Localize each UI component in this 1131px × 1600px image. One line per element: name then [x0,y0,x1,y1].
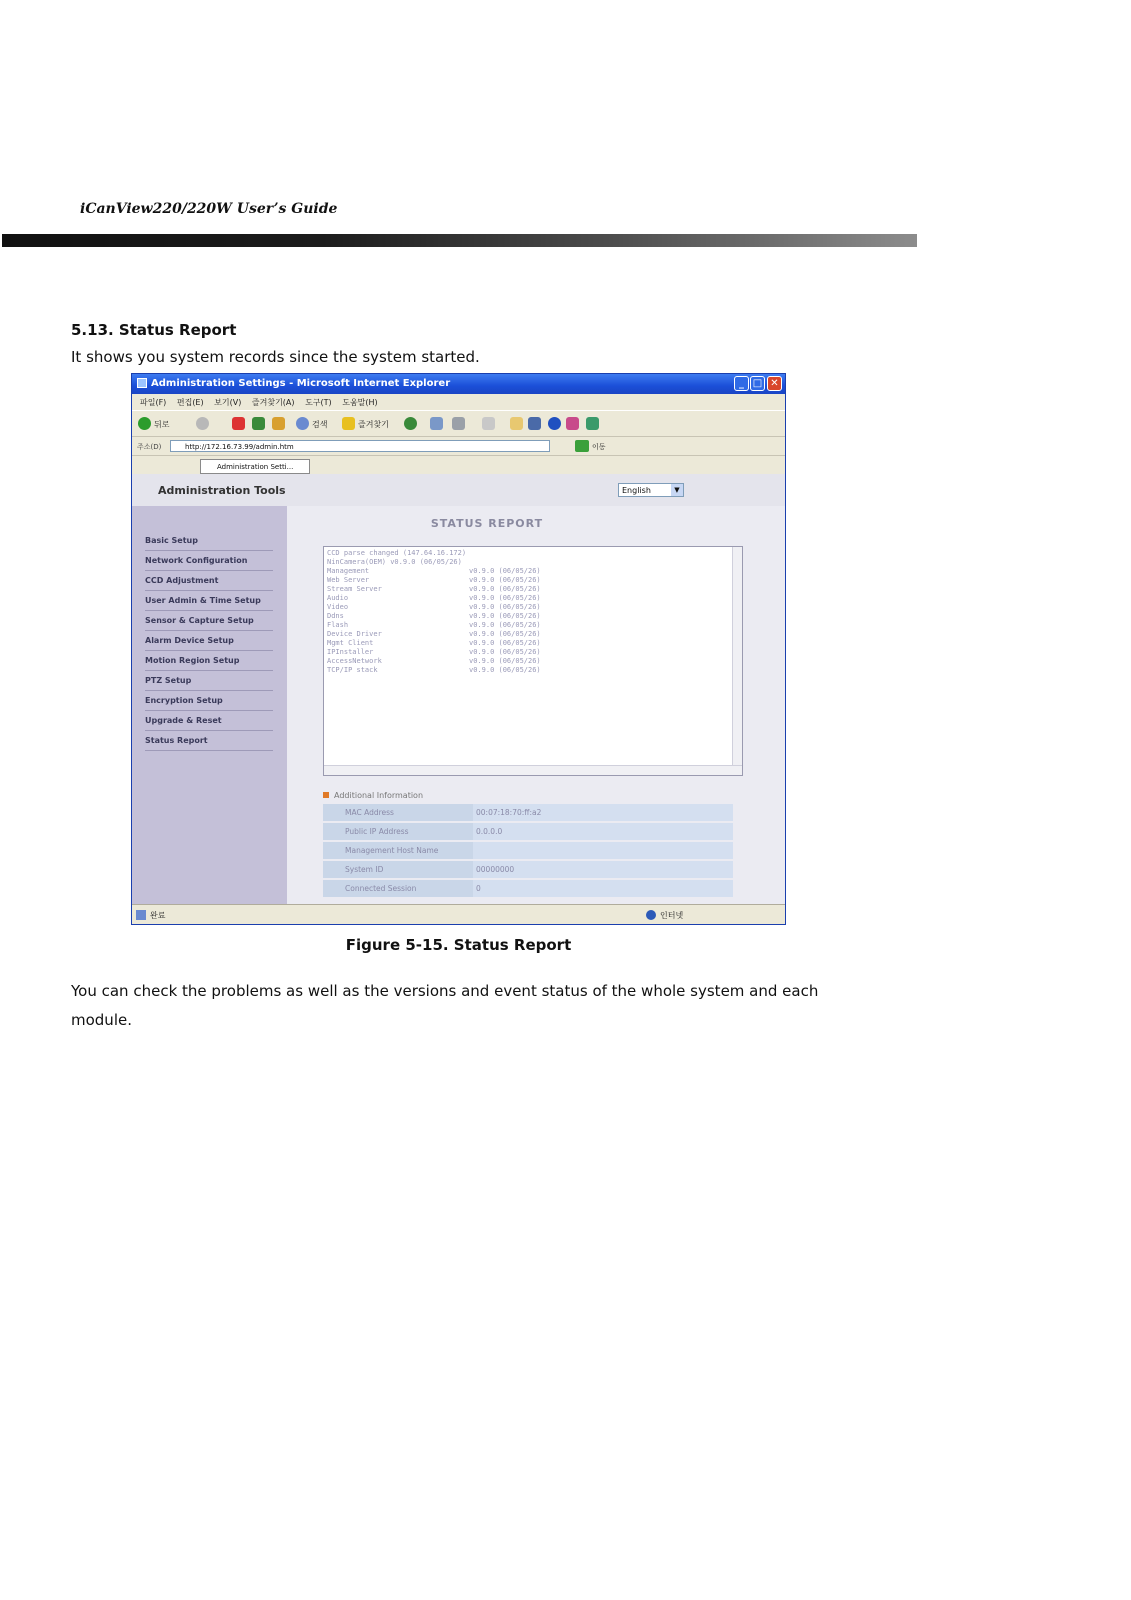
stop-icon[interactable] [232,417,245,430]
info-value: 00:07:18:70:ff:a2 [473,804,733,822]
history-icon[interactable] [404,417,417,430]
info-value [473,841,733,860]
figure-caption: Figure 5-15. Status Report [345,936,572,954]
log-version: v0.9.0 (06/05/26) [469,567,541,575]
additional-info-title [323,791,423,800]
status-log[interactable] [323,546,743,776]
table-row [323,860,733,879]
info-label: Public IP Address [323,822,473,841]
log-module: Web Server [327,576,370,584]
internet-zone-icon [646,910,656,920]
go-icon[interactable] [575,440,589,452]
log-version: v0.9.0 (06/05/26) [469,594,541,602]
nav-sensor-capture-setup[interactable]: Sensor & Capture Setup [145,612,273,631]
menu-file[interactable]: 파일(F) [140,398,167,407]
nav-encryption-setup[interactable]: Encryption Setup [145,692,273,711]
bullet-icon [323,792,329,798]
address-label: 주소(D) [137,443,162,451]
nav-motion-region-setup[interactable]: Motion Region Setup [145,652,273,671]
intro-text: It shows you system records since the system started. [71,348,480,366]
nav-basic-setup[interactable]: Basic Setup [145,532,273,551]
status-done: 완료 [150,911,166,920]
title-bar [132,374,785,394]
info-value: 00000000 [473,860,733,879]
search-icon[interactable] [296,417,309,430]
document-header: iCanView220/220W User’s Guide [80,201,338,217]
nav-ptz-setup[interactable]: PTZ Setup [145,672,273,691]
log-module: Video [327,603,349,611]
menu-edit[interactable]: 편집(E) [176,398,204,407]
print-icon[interactable] [452,417,465,430]
log-module: Flash [327,621,349,629]
maximize-button[interactable]: □ [750,376,765,391]
log-version: v0.9.0 (06/05/26) [469,657,541,665]
sidebar-nav [132,506,287,904]
additional-info-label: Additional Information [334,791,424,800]
info-value: 0.0.0.0 [473,822,733,841]
favorites-icon[interactable] [342,417,355,430]
mail-icon[interactable] [430,417,443,430]
forward-icon[interactable] [196,417,209,430]
log-module: Mgmt Client [327,639,374,647]
ie-icon [137,378,147,388]
nav-user-admin-time-setup[interactable]: User Admin & Time Setup [145,592,273,611]
nav-ccd-adjustment[interactable]: CCD Adjustment [145,572,273,591]
menu-favorites[interactable]: 즐겨찾기(A) [251,398,295,407]
nav-upgrade-reset[interactable]: Upgrade & Reset [145,712,273,731]
table-row [323,841,733,860]
additional-info-table [323,804,733,899]
info-label: Management Host Name [323,841,473,860]
log-module: IPInstaller [327,648,374,656]
table-row [323,879,733,898]
nav-status-report[interactable]: Status Report [145,732,273,751]
users-icon[interactable] [586,417,599,430]
log-version: v0.9.0 (06/05/26) [469,666,541,674]
log-version: v0.9.0 (06/05/26) [469,603,541,611]
info-label: Connected Session [323,879,473,898]
language-value: English [622,486,651,495]
status-zone: 인터넷 [660,911,684,920]
browser-window [131,373,786,925]
favorites-label[interactable]: 즐겨찾기 [358,420,389,429]
app-header [132,474,785,507]
admin-page [132,474,785,904]
bluetooth-icon[interactable] [548,417,561,430]
log-module: Stream Server [327,585,382,593]
info-value: 0 [473,879,733,898]
log-module: Ddns [327,612,344,620]
media-icon[interactable] [528,417,541,430]
menu-view[interactable]: 보기(V) [214,398,242,407]
tab-administration-settings[interactable]: Administration Setti... [200,459,310,474]
back-icon[interactable] [138,417,151,430]
log-module: TCP/IP stack [327,666,378,674]
search-label[interactable]: 검색 [312,420,328,429]
log-version: v0.9.0 (06/05/26) [469,648,541,656]
report-title: STATUS REPORT [430,517,544,530]
edit-icon[interactable] [482,417,495,430]
log-version: v0.9.0 (06/05/26) [469,585,541,593]
nav-alarm-device-setup[interactable]: Alarm Device Setup [145,632,273,651]
menu-help[interactable]: 도움말(H) [342,398,378,407]
log-module: Management [327,567,370,575]
app-title: Administration Tools [158,484,286,497]
tab-bar [132,455,785,475]
refresh-icon[interactable] [252,417,265,430]
info-label: System ID [323,860,473,879]
header-rule [2,234,917,247]
body-paragraph: You can check the problems as well as the versions and event status of the whole system and each module. [71,982,819,1029]
home-icon[interactable] [272,417,285,430]
messenger-icon[interactable] [566,417,579,430]
log-module: Device Driver [327,630,382,638]
info-label: MAC Address [323,804,473,822]
log-header-line: CCD parse changed (147.64.16.172) [327,549,467,557]
go-button[interactable]: 이동 [592,443,606,451]
menu-bar [132,394,785,410]
folder-icon[interactable] [510,417,523,430]
table-row [323,822,733,841]
vertical-scrollbar[interactable] [732,547,742,765]
page-icon [136,910,146,920]
nav-network-configuration[interactable]: Network Configuration [145,552,273,571]
language-select[interactable] [618,483,684,497]
log-module: AccessNetwork [327,657,382,665]
address-input[interactable]: http://172.16.73.99/admin.htm [170,440,550,452]
status-report-panel [287,506,785,904]
log-header-line: NinCamera(OEM) v0.9.0 (06/05/26) [327,558,462,566]
log-version: v0.9.0 (06/05/26) [469,612,541,620]
section-title: 5.13. Status Report [71,321,237,339]
log-module: Audio [327,594,349,602]
toolbar [132,410,785,437]
log-version: v0.9.0 (06/05/26) [469,630,541,638]
address-bar [132,436,785,456]
status-bar [132,904,785,925]
log-version: v0.9.0 (06/05/26) [469,639,541,647]
chevron-down-icon[interactable]: ▼ [671,484,683,496]
table-row [323,804,733,822]
window-title: Administration Settings - Microsoft Internet Explorer [151,378,451,389]
close-button[interactable]: ✕ [767,376,782,391]
log-version: v0.9.0 (06/05/26) [469,576,541,584]
horizontal-scrollbar[interactable] [324,765,742,775]
log-version: v0.9.0 (06/05/26) [469,621,541,629]
minimize-button[interactable]: _ [734,376,749,391]
menu-tools[interactable]: 도구(T) [305,398,332,407]
back-label[interactable]: 뒤로 [154,420,170,429]
